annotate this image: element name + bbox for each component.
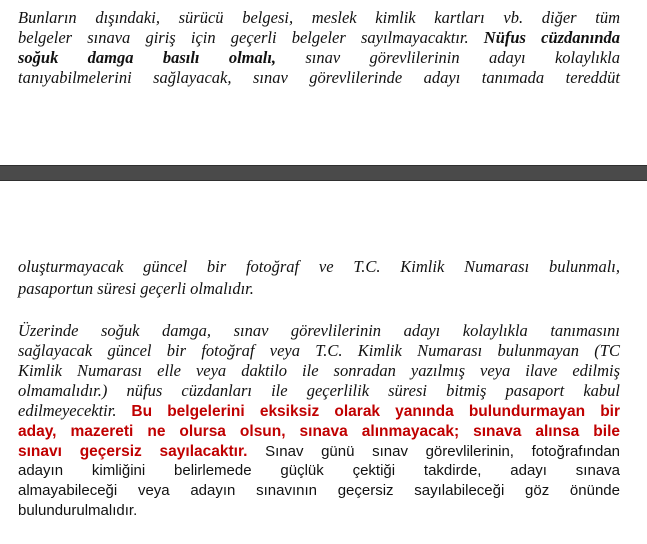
warning-text: Bu belgelerini eksiksiz olarak yanında bulundurmayan bir: [131, 403, 621, 420]
text-line: edilmeyecektir. Bu belgelerini eksiksiz olarak yanında bulundurmayan bir: [18, 401, 621, 420]
page-separator: [0, 165, 647, 181]
text-line: bulundurulmalıdır.: [18, 502, 138, 519]
text-line: oluşturmayacak güncel bir fotoğraf ve T.C. Kimlik Numarası bulunmalı,: [18, 257, 620, 276]
text-line: Bunların dışındaki, sürücü belgesi, meslek kimlik kartları vb. diğer tüm: [18, 8, 620, 27]
warning-text: aday, mazereti ne olursa olsun, sınava alınmayacak; sınava alınsa bile: [18, 423, 620, 440]
document-page-upper: [0, 0, 647, 165]
text-line: [18, 421, 620, 441]
text-line: pasaportun süresi geçerli olmalıdır.: [18, 279, 254, 298]
text-line: sınavı geçersiz sayılacaktır. Sınav günü sınav görevlilerinin, fotoğrafından: [18, 443, 621, 460]
text-line: almayabileceği veya adayın sınavının geçersiz sayılabileceği göz önünde: [18, 482, 620, 499]
text-line: belgeler sınava giriş için geçerli belgeler sayılmayacaktır. Nüfus cüzdanında: [18, 28, 620, 47]
text-line: adayın kimliğini belirlemede güçlük çektiği takdirde, adayı sınava: [18, 462, 620, 479]
warning-text: sınavı geçersiz sayılacaktır.: [18, 443, 248, 460]
text-line: olmamalıdır.) nüfus cüzdanları ile geçerlilik süresi bitmiş pasaport kabul: [18, 381, 620, 400]
text-line: sağlayacak güncel bir fotoğraf veya T.C. Kimlik Numarası bulunmayan (TC: [18, 341, 620, 360]
text-line: tanıyabilmelerini sağlayacak, sınav görevlilerinde adayı tanımada tereddüt: [18, 68, 620, 87]
bold-text: Nüfus cüzdanında: [483, 28, 620, 47]
text-line: soğuk damga basılı olmalı, sınav görevlilerinin adayı kolaylıkla: [18, 48, 620, 67]
text-line: Kimlik Numarası elle veya daktilo ile sonradan yazılmış veya ilave edilmiş: [18, 361, 620, 380]
document-page-lower: [0, 181, 647, 544]
bold-text: soğuk damga basılı olmalı,: [18, 48, 277, 67]
text-line: Üzerinde soğuk damga, sınav görevlilerinin adayı kolaylıkla tanımasını: [18, 321, 620, 340]
